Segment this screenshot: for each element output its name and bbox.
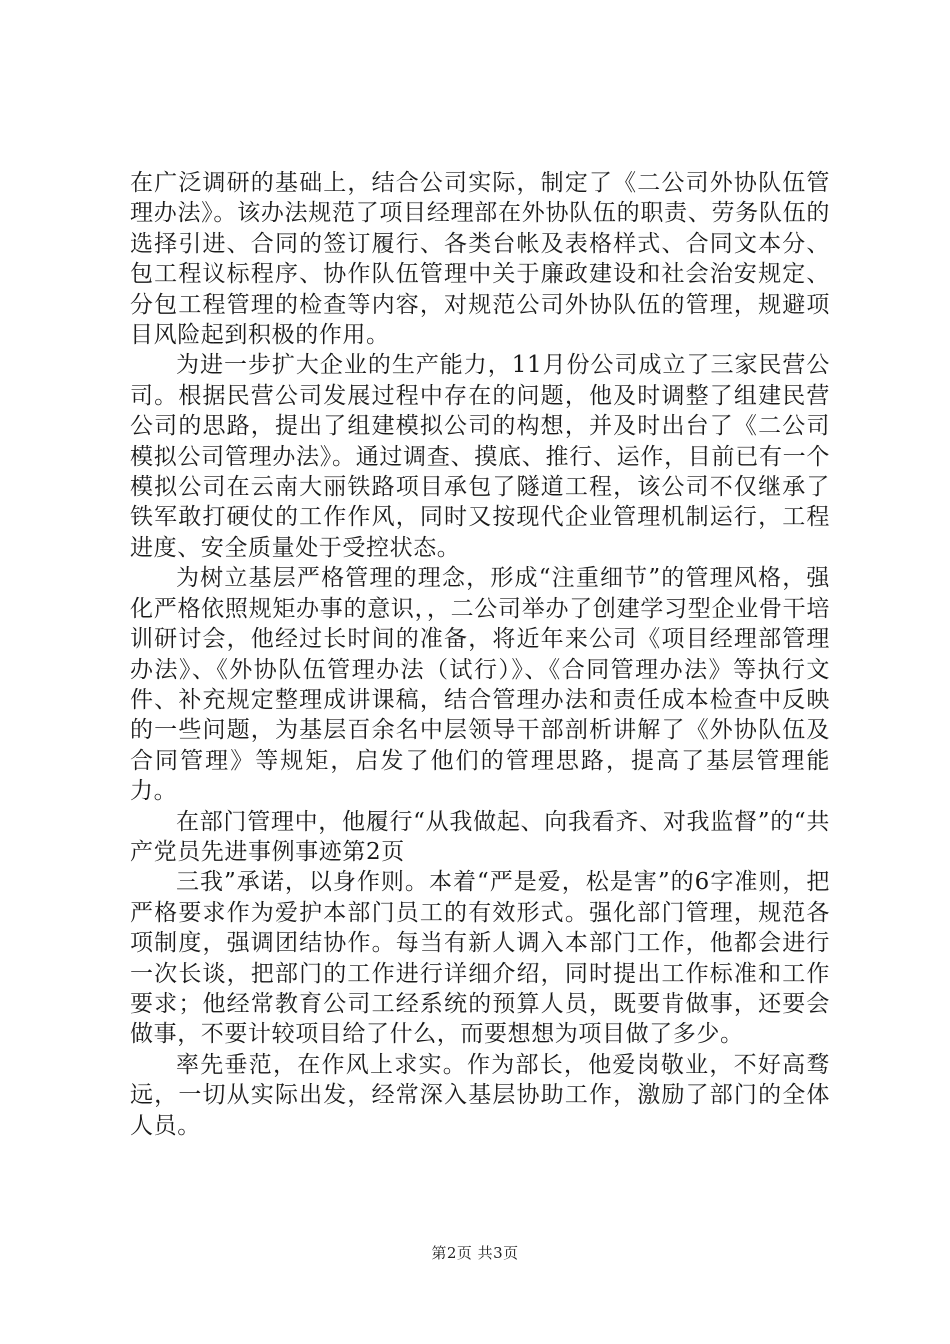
paragraph-6: 率先垂范，在作风上求实。作为部长，他爱岗敬业，不好高骛远，一切从实际出发，经常深入基层协助工作，激励了部门的全体人员。: [130, 1051, 830, 1139]
document-body: [130, 168, 830, 1141]
page-footer: 第2页 共3页: [431, 1244, 519, 1262]
paragraph-5: 三我”承诺，以身作则。本着“严是爱，松是害”的6字准则，把严格要求作为爱护本部门员工的有效形式。强化部门管理，规范各项制度，强调团结协作。每当有新人调入本部门工作，他都会进行一次长谈，把部门的工作进行详细介绍，同时提出工作标准和工作要求；他经常教育公司工经系统的预算人员，既要肯做事，还要会做事，不要计较项目给了什么，而要想想为项目做了多少。: [130, 869, 830, 1048]
paragraph-2: 为进一步扩大企业的生产能力，11月份公司成立了三家民营公司。根据民营公司发展过程中存在的问题，他及时调整了组建民营公司的思路，提出了组建模拟公司的构想，并及时出台了《二公司模拟公司管理办法》。通过调查、摸底、推行、运作，目前已有一个模拟公司在云南大丽铁路项目承包了隧道工程，该公司不仅继承了铁军敢打硬仗的工作作风，同时又按现代企业管理机制运行，工程进度、安全质量处于受控状态。: [130, 352, 830, 561]
paragraph-3: 为树立基层严格管理的理念，形成“注重细节”的管理风格，强化严格依照规矩办事的意识，，二公司举办了创建学习型企业骨干培训研讨会，他经过长时间的准备，将近年来公司《项目经理部管理办法》、《外协队伍管理办法（试行）》、《合同管理办法》等执行文件、补充规定整理成讲课稿，结合管理办法和责任成本检查中反映的一些问题，为基层百余名中层领导干部剖析讲解了《外协队伍及合同管理》等规矩，启发了他们的管理思路，提高了基层管理能力。: [130, 565, 830, 805]
paragraph-1: 在广泛调研的基础上，结合公司实际，制定了《二公司外协队伍管理办法》。该办法规范了项目经理部在外协队伍的职责、劳务队伍的选择引进、合同的签订履行、各类台帐及表格样式、合同文本分、包工程议标程序、协作队伍管理中关于廉政建设和社会治安规定、分包工程管理的检查等内容，对规范公司外协队伍的管理，规避项目风险起到积极的作用。: [130, 170, 830, 349]
paragraph-4: 在部门管理中，他履行“从我做起、向我看齐、对我监督”的“共产党员先进事例事迹第2页: [130, 808, 830, 865]
